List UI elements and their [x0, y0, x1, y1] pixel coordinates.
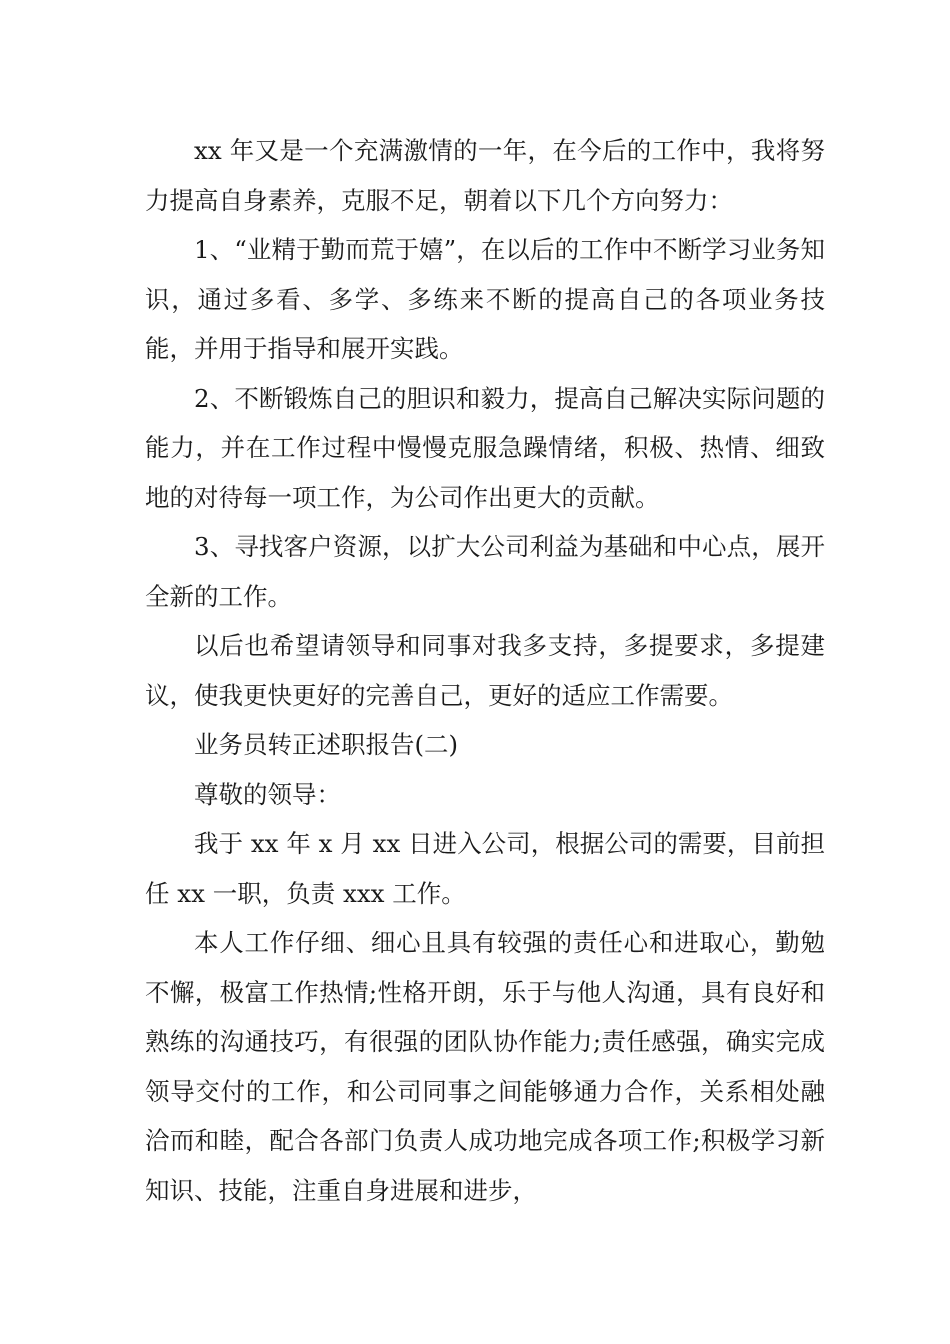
paragraph-point-1: 1、“业精于勤而荒于嬉”，在以后的工作中不断学习业务知识，通过多看、多学、多练来不断的提高自己的各项业务技能，并用于指导和展开实践。	[145, 235, 825, 363]
section-heading: 业务员转正述职报告(二)	[194, 730, 459, 759]
paragraph-body-1: 我于 xx 年 x 月 xx 日进入公司，根据公司的需要，目前担任 xx 一职，负责 xxx 工作。	[145, 829, 825, 908]
paragraph-closing: 以后也希望请领导和同事对我多支持，多提要求，多提建议，使我更快更好的完善自己，更好的适应工作需要。	[145, 631, 825, 710]
paragraph-intro: xx 年又是一个充满激情的一年，在今后的工作中，我将努力提高自身素养，克服不足，朝着以下几个方向努力：	[145, 136, 825, 215]
paragraph-point-2: 2、不断锻炼自己的胆识和毅力，提高自己解决实际问题的能力，并在工作过程中慢慢克服急躁情绪，积极、热情、细致地的对待每一项工作，为公司作出更大的贡献。	[145, 383, 825, 512]
paragraph-body-2: 本人工作仔细、细心且具有较强的责任心和进取心，勤勉不懈，极富工作热情;性格开朗，乐于与他人沟通，具有良好和熟练的沟通技巧，有很强的团队协作能力;责任感强，确实完成领导交付的工作，和公司同事之间能够通力合作，关系相处融洽而和睦，配合各部门负责人成功地完成各项工作;积极学习新知识、技能，注重自身进展和进步，	[145, 928, 825, 1205]
paragraph-point-3: 3、寻找客户资源，以扩大公司利益为基础和中心点，展开全新的工作。	[145, 532, 825, 611]
document-page	[145, 126, 825, 1215]
salutation: 尊敬的领导：	[194, 779, 341, 809]
